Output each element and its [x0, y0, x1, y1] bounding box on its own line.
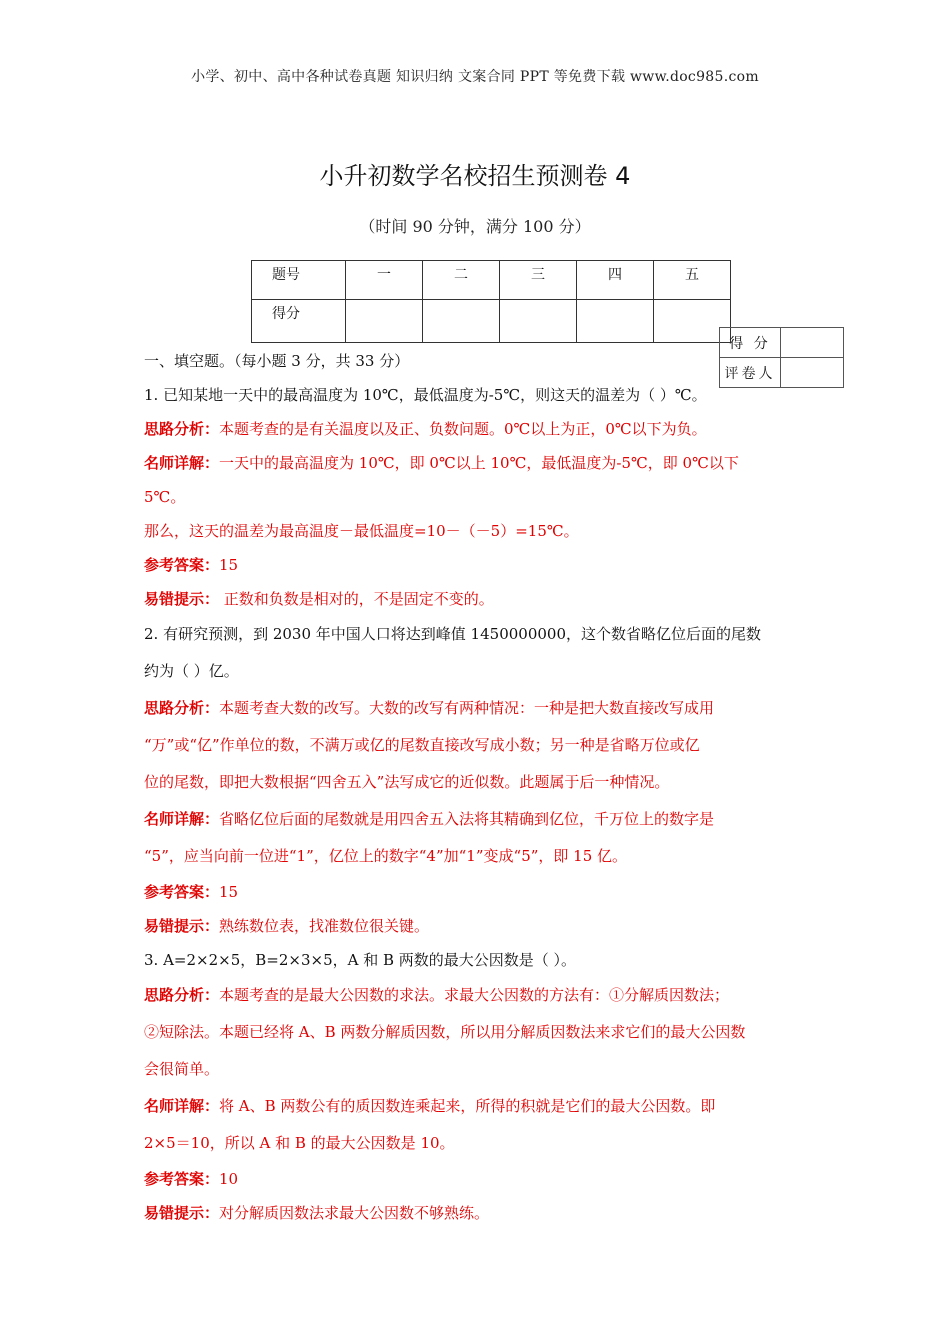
answer-label: 参考答案： — [144, 1170, 220, 1188]
score-table-cell: 题号 — [252, 261, 346, 300]
score-entry-cell[interactable] — [423, 300, 500, 343]
page-title: 小升初数学名校招生预测卷 4 — [319, 162, 631, 190]
tip-label: 易错提示： — [144, 917, 220, 935]
q2-tip — [144, 909, 814, 943]
question-1: 1. 已知某地一天中的最高温度为 10℃，最低温度为-5℃，则这天的温差为（ ）℃。 — [144, 386, 707, 404]
explain-text: 将 A、B 两数公有的质因数连乘起来，所得的积就是它们的最大公因数。即 — [219, 1097, 716, 1115]
answer-label: 参考答案： — [144, 556, 220, 574]
tip-text: 熟练数位表，找准数位很关键。 — [219, 917, 430, 935]
analysis-label: 思路分析： — [144, 420, 220, 438]
score-table-cell: 三 — [500, 261, 577, 300]
score-entry-cell[interactable] — [577, 300, 654, 343]
score-table-cell: 五 — [654, 261, 731, 300]
explain-label: 名师详解： — [144, 1097, 220, 1115]
analysis-label: 思路分析： — [144, 699, 220, 717]
score-table — [251, 260, 731, 343]
explain-label: 名师详解： — [144, 454, 220, 472]
explain-label: 名师详解： — [144, 810, 220, 828]
score-table-cell: 一 — [346, 261, 423, 300]
q2-answer — [144, 875, 814, 909]
score-entry-cell[interactable] — [346, 300, 423, 343]
grader-name-label: 评卷人 — [720, 358, 781, 388]
q1-answer — [144, 548, 814, 582]
grader-score-label: 得 分 — [720, 328, 781, 358]
tip-text: 对分解质因数法求最大公因数不够熟练。 — [219, 1204, 490, 1222]
analysis-text: 本题考查的是有关温度以及正、负数问题。0℃以上为正，0℃以下为负。 — [219, 420, 707, 438]
q3-tip — [144, 1196, 814, 1230]
q3-analysis-cont: 会很简单。 — [144, 1060, 220, 1078]
question-2-cont: 约为（ ）亿。 — [144, 662, 239, 680]
section-title: 一、填空题。（每小题 3 分，共 33 分） — [144, 352, 410, 370]
score-table-cell: 二 — [423, 261, 500, 300]
q3-analysis — [144, 977, 814, 1014]
analysis-text: 本题考查的是最大公因数的求法。求最大公因数的方法有：①分解质因数法； — [219, 986, 730, 1004]
tip-text: 正数和负数是相对的，不是固定不变的。 — [219, 590, 494, 608]
exam-content — [144, 344, 814, 1230]
q1-explain — [144, 446, 814, 480]
score-table-cell: 得分 — [252, 300, 346, 343]
question-2: 2. 有研究预测，到 2030 年中国人口将达到峰值 1450000000，这个数省略亿位后面的尾数 — [144, 625, 761, 643]
tip-label: 易错提示： — [144, 1204, 220, 1222]
tip-label: 易错提示： — [144, 590, 220, 608]
q2-explain — [144, 801, 814, 838]
q1-analysis — [144, 412, 814, 446]
q3-analysis-cont: ②短除法。本题已经将 A、B 两数分解质因数，所以用分解质因数法来求它们的最大公因数 — [144, 1023, 746, 1041]
explain-text: 一天中的最高温度为 10℃，即 0℃以上 10℃，最低温度为-5℃，即 0℃以下 — [219, 454, 739, 472]
header-note: 小学、初中、高中各种试卷真题 知识归纳 文案合同 PPT 等免费下载 www.doc985.com — [191, 69, 759, 85]
exam-subtitle: （时间 90 分钟，满分 100 分） — [359, 217, 591, 236]
score-table-score-row — [252, 300, 731, 343]
q1-tip — [144, 582, 814, 616]
q2-analysis — [144, 690, 814, 727]
explain-text: 省略亿位后面的尾数就是用四舍五入法将其精确到亿位，千万位上的数字是 — [219, 810, 715, 828]
q3-answer — [144, 1162, 814, 1196]
score-entry-cell[interactable] — [500, 300, 577, 343]
score-table-cell: 四 — [577, 261, 654, 300]
analysis-text: 本题考查大数的改写。大数的改写有两种情况：一种是把大数直接改写成用 — [219, 699, 715, 717]
q2-analysis-cont: “万”或“亿”作单位的数，不满万或亿的尾数直接改写成小数；另一种是省略万位或亿 — [144, 736, 700, 754]
answer-text: 15 — [219, 556, 239, 574]
q2-analysis-cont: 位的尾数，即把大数根据“四舍五入”法写成它的近似数。此题属于后一种情况。 — [144, 773, 670, 791]
score-table-header-row — [252, 261, 731, 300]
q3-explain-cont: 2×5＝10，所以 A 和 B 的最大公因数是 10。 — [144, 1134, 455, 1152]
answer-text: 15 — [219, 883, 239, 901]
q1-explain-cont: 那么，这天的温差为最高温度－最低温度=10－（－5）=15℃。 — [144, 522, 579, 540]
q2-explain-cont: “5”，应当向前一位进“1”，亿位上的数字“4”加“1”变成“5”，即 15 亿。 — [144, 847, 628, 865]
q1-explain-cont: 5℃。 — [144, 488, 186, 506]
q3-explain — [144, 1088, 814, 1125]
answer-label: 参考答案： — [144, 883, 220, 901]
question-3: 3. A=2×2×5，B=2×3×5，A 和 B 两数的最大公因数是（ ）。 — [144, 951, 577, 969]
answer-text: 10 — [219, 1170, 239, 1188]
analysis-label: 思路分析： — [144, 986, 220, 1004]
